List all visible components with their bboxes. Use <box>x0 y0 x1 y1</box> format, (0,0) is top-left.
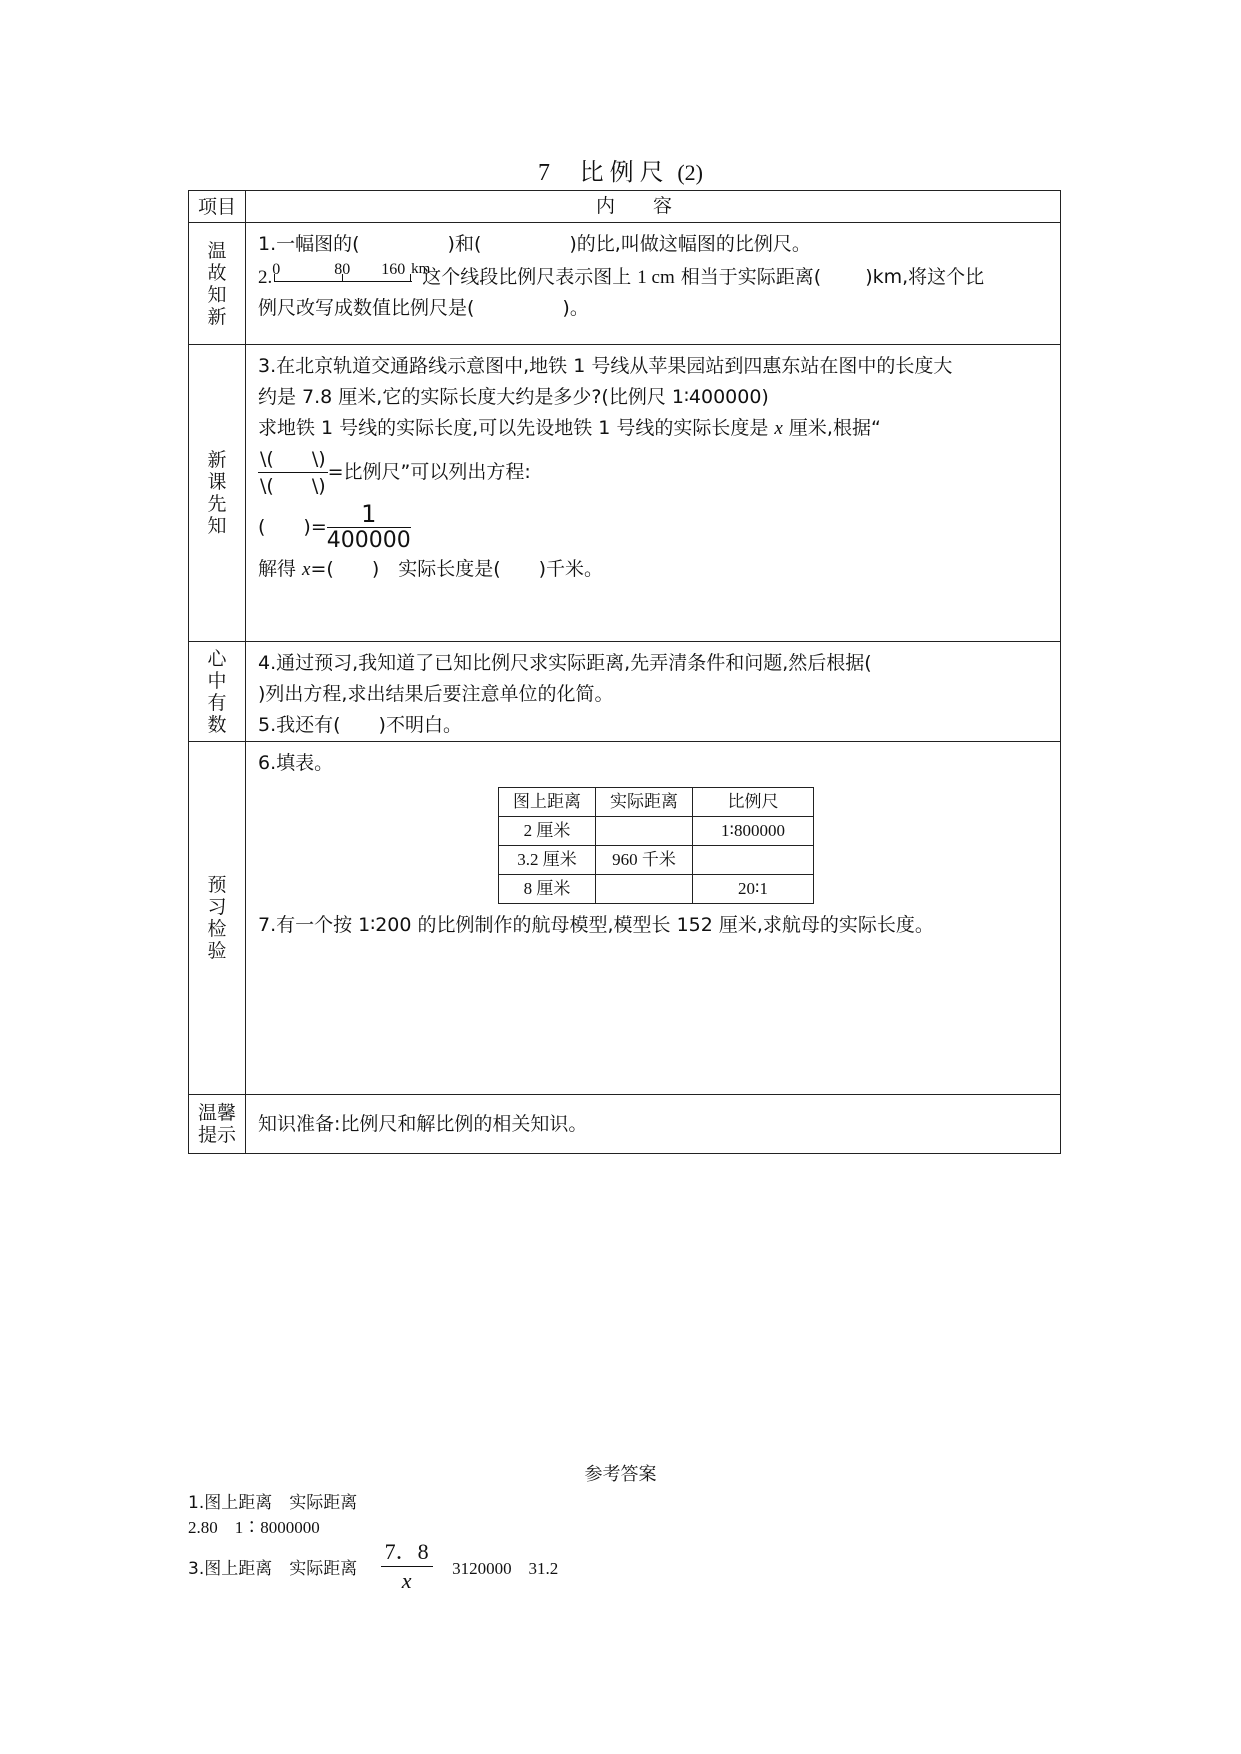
question-2: 2. 0 80 160 km 这个线段比例尺表示图上 1 cm 相当于实际距离( )km,将这个比 <box>258 260 1050 293</box>
question-5: 5.我还有( )不明白。 <box>258 714 462 736</box>
table-row: 8 厘米 20∶1 <box>499 875 814 904</box>
question-7: 7.有一个按 1∶200 的比例制作的航母模型,模型长 152 厘米,求航母的实际长度。 <box>258 914 934 936</box>
answer-2: 2.80 1∶8000000 <box>188 1518 320 1537</box>
section-tip <box>189 1095 1061 1154</box>
fill-table-header: 图上距离 实际距离 比例尺 <box>499 788 814 817</box>
header-item: 项目 <box>189 191 246 223</box>
table-row: 2 厘米 1∶800000 <box>499 817 814 846</box>
question-1: 1.一幅图的( )和( )的比,叫做这幅图的比例尺。 <box>258 233 811 255</box>
tip-text: 知识准备:比例尺和解比例的相关知识。 <box>246 1095 1061 1154</box>
answer-3: 3.图上距离 实际距离 $\frac{7.8}{x}$ 3120000 31.2 <box>188 1539 559 1593</box>
section-label-preview: 新 课 先 知 <box>189 345 246 642</box>
answers-title: 参考答案 <box>584 1464 657 1485</box>
answer-fraction: $\frac{7.8}{x}$ <box>381 1538 433 1595</box>
ruler-tick-0: 0 <box>272 261 281 278</box>
ruler-tick-80: 80 <box>334 261 351 278</box>
ratio-fraction: $\frac{\backslash( \backslash)}{\backslash( \backslash)}$ <box>260 448 326 497</box>
section-check <box>189 742 1061 1095</box>
section-reflection <box>189 642 1061 742</box>
answer-1: 1.图上距离 实际距离 <box>188 1493 358 1513</box>
title-text: 比例尺 <box>579 158 670 186</box>
table-header-row <box>189 191 1061 223</box>
header-content: 内容 <box>246 191 1061 223</box>
worksheet-table <box>188 190 1061 1154</box>
ruler-tick-160: 160 <box>381 261 406 278</box>
section-content-review: 1.一幅图的( )和( )的比,叫做这幅图的比例尺。 2. 0 80 160 km 这个线段比例尺表示图上 1 cm 相当于实际距离( )km,将这个比 例尺改写成数值比例尺是( )。 <box>246 223 1061 345</box>
section-label-review: 温 故 知 新 <box>189 223 246 345</box>
question-6: 6.填表。 <box>258 752 334 774</box>
section-preview <box>189 345 1061 642</box>
equation: ( )= $\frac{1}{400000}$ <box>258 500 411 553</box>
section-label-check: 预 习 检 验 <box>189 742 246 1095</box>
section-label-tip: 温馨 提示 <box>189 1095 246 1154</box>
section-content-preview: 3.在北京轨道交通路线示意图中,地铁 1 号线从苹果园站到四惠东站在图中的长度大 约是 7.8 厘米,它的实际长度大约是多少?(比例尺 1∶400000) 求地铁 1 号线的实际长度,可以先设地铁 1 号线的实际长度是 x 厘米,根据“ $\frac{\backslash( \backslash)}{\backslash( \backslash)}$ =比例尺”可以列出方程: ( )= $\frac{1}{400000}$ 解得 x=( ) 实际长度是( )千米。 <box>246 345 1061 642</box>
ruler-unit: km <box>411 261 431 277</box>
equation-fraction: $\frac{1}{400000}$ <box>326 500 411 553</box>
section-content-check <box>246 742 1061 1095</box>
section-label-reflection: 心 中 有 数 <box>189 642 246 742</box>
question-3: 3.在北京轨道交通路线示意图中,地铁 1 号线从苹果园站到四惠东站在图中的长度大 <box>258 355 953 377</box>
section-review <box>189 223 1061 345</box>
table-row: 3.2 厘米 960 千米 <box>499 846 814 875</box>
page-title: 7 比例尺 (2) <box>538 158 703 186</box>
fill-table <box>498 787 814 904</box>
line-scale-ruler <box>272 260 431 286</box>
question-4: 4.通过预习,我知道了已知比例尺求实际距离,先弄清条件和问题,然后根据( <box>258 652 872 674</box>
title-sub: (2) <box>677 160 703 185</box>
section-content-reflection: 4.通过预习,我知道了已知比例尺求实际距离,先弄清条件和问题,然后根据( )列出方程,求出结果后要注意单位的化简。 5.我还有( )不明白。 <box>246 642 1061 742</box>
